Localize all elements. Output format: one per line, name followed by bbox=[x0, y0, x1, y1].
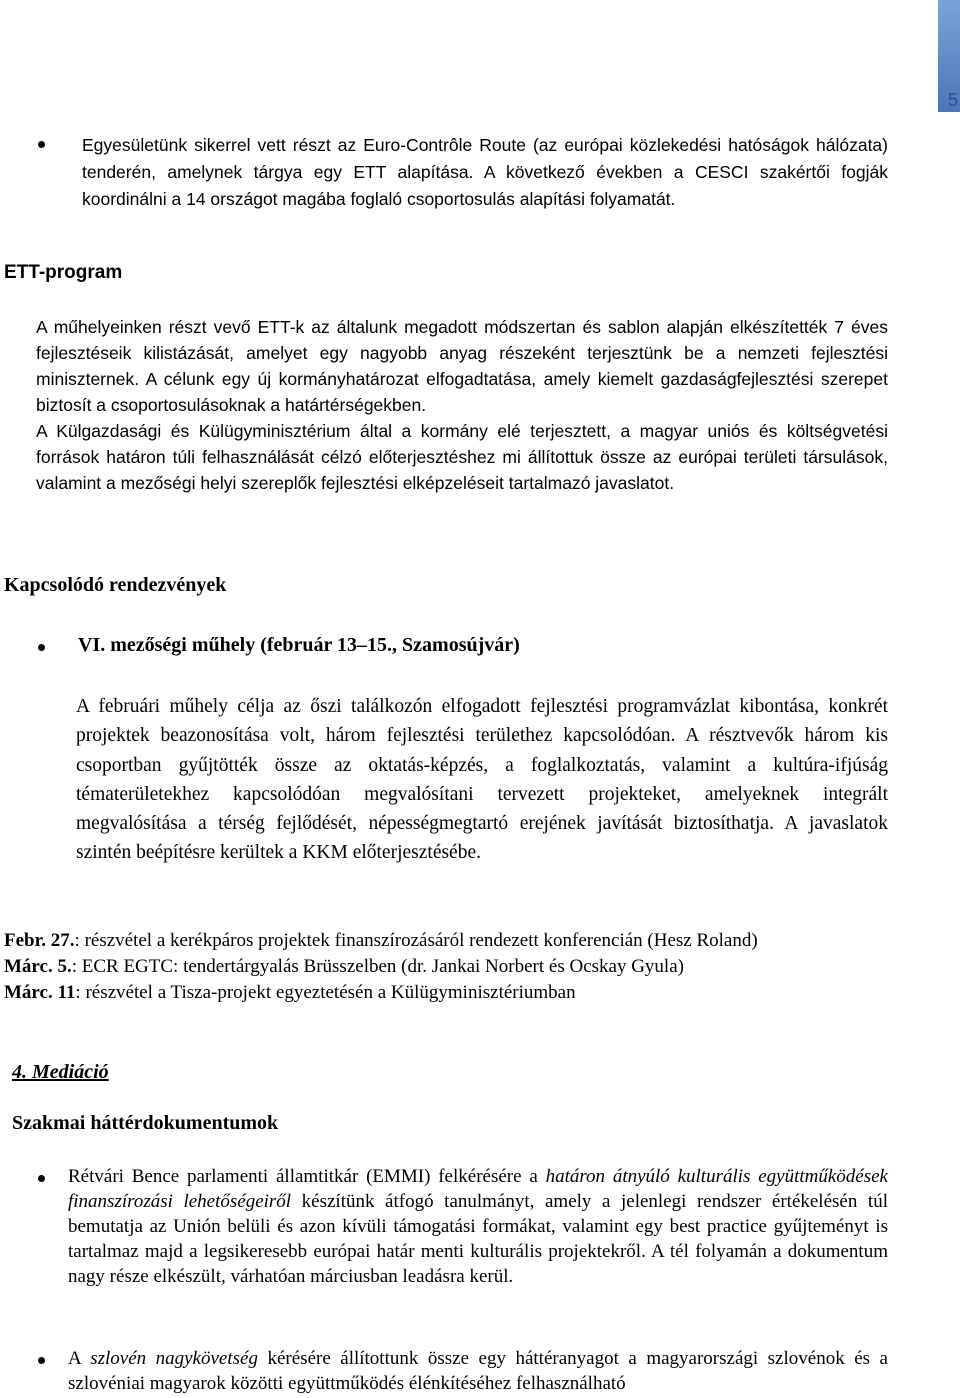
top-bullet-text: Egyesületünk sikerrel vett részt az Euro-Contrôle Route (az európai közlekedési hatóságok hálózata) tenderén, amelynek tárgya egy ETT alapítása. A következő években a CESCI szakértői fogják koordinálni a 14 országot magába foglaló csoportosulás alapítási folyamatát. bbox=[82, 135, 888, 209]
events-heading: Kapcsolódó rendezvények bbox=[4, 574, 227, 596]
bullet-dot bbox=[38, 141, 45, 148]
bullet-a-italic: határon átnyúló kulturális együttműködések finanszírozási lehetőségeiről bbox=[68, 1166, 888, 1212]
dated-item-date: Márc. 5. bbox=[4, 956, 72, 977]
ett-heading: ETT-program bbox=[4, 262, 123, 283]
bullet-b-part2: kérésére állítottunk össze egy háttéranyagot a magyarországi szlovénok és a szlovéniai magyarok közötti együttműködés élénkítéséhez felhasználható bbox=[68, 1348, 888, 1394]
bullet-a-text bbox=[68, 1164, 888, 1289]
dated-item-text: : részvétel a kerékpáros projektek finanszírozásáról rendezett konferencián (Hesz Roland) bbox=[74, 930, 758, 951]
dated-item bbox=[4, 928, 904, 954]
dated-item-date: Febr. 27. bbox=[4, 930, 75, 951]
bullet-dot bbox=[38, 1175, 45, 1182]
dated-item bbox=[4, 980, 904, 1006]
ett-paragraph-2: A Külgazdasági és Külügyminisztérium által a kormány elé terjesztett, a magyar uniós és költségvetési források határon túli felhasználását célzó előterjesztéshez mi állítottuk össze az európai területi társulások, valamint a mezőségi helyi szereplők fejlesztési elképzeléseit tartalmazó javaslatot. bbox=[36, 421, 888, 493]
bullet-dot bbox=[38, 1357, 45, 1364]
event-title: VI. mezőségi műhely (február 13–15., Szamosújvár) bbox=[78, 634, 520, 656]
dated-item-text: : ECR EGTC: tendertárgyalás Brüsszelben (dr. Jankai Norbert és Ocskay Gyula) bbox=[71, 956, 684, 977]
section-heading: 4. Mediáció bbox=[12, 1061, 109, 1083]
bullet-b-text bbox=[68, 1346, 888, 1396]
docs-heading: Szakmai háttérdokumentumok bbox=[12, 1112, 279, 1134]
event-body: A februári műhely célja az őszi találkozón elfogadott fejlesztési programvázlat kibontása, konkrét projektek beazonosítása volt, három fejlesztési területhez kapcsolódóan. A résztvevők három kis csoportban gyűjtötték össze az oktatás-képzés, a foglalkoztatás, valamint a kultúra-ifjúság tématerületekhez kapcsolódóan megvalósítani tervezett projekteket, amelyeknek integrált megvalósítása a térség fejlődését, népességmegtartó erejének javítását biztosíthatja. A javaslatok szintén beépítésre kerültek a KKM előterjesztésébe. bbox=[76, 696, 888, 864]
dated-item bbox=[4, 954, 904, 980]
page-number: 5 bbox=[947, 90, 958, 110]
dated-item-date: Márc. 11 bbox=[4, 982, 76, 1003]
bullet-b-italic: szlovén nagykövetség bbox=[90, 1348, 258, 1369]
bullet-b-part1: A bbox=[68, 1348, 91, 1369]
dated-item-text: : részvétel a Tisza-projekt egyeztetésén a Külügyminisztériumban bbox=[75, 982, 576, 1003]
ett-paragraph-1: A műhelyeinken részt vevő ETT-k az általunk megadott módszertan és sablon alapján elkészítették 7 éves fejlesztéseik kilistázását, amelyet egy nagyobb anyag részeként terjesztünk be a nemzeti fejlesztési miniszternek. A célunk egy új kormányhatározat elfogadtatása, amely kiemelt gazdaságfejlesztési szerepet biztosít a csoportosulásoknak a határtérségekben. bbox=[36, 317, 888, 415]
bullet-a-part2: készítünk átfogó tanulmányt, amely a jelenlegi rendszer értékelésén túl bemutatja az Unión belüli és azon kívüli támogatási formákat, valamint egy best practice gyűjteményt is tartalmaz majd a legsikeresebb európai határ menti kulturális projektekről. A tél folyamán a dokumentum nagy része elkészült, várhatóan márciusban leadásra kerül. bbox=[68, 1191, 888, 1287]
bullet-dot bbox=[38, 644, 45, 651]
bullet-a-part1: Rétvári Bence parlamenti államtitkár (EMMI) felkérésére a bbox=[68, 1166, 546, 1187]
